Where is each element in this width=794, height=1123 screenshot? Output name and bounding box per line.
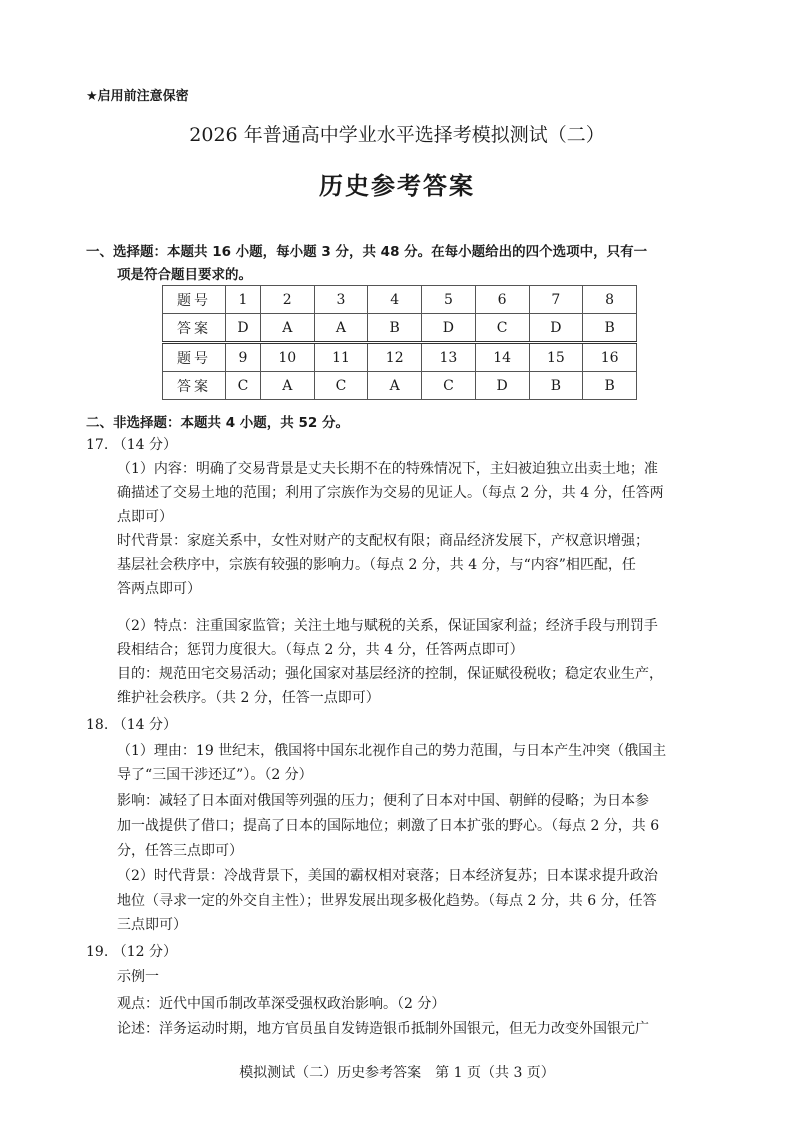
question-number: 3 xyxy=(314,286,368,314)
q19-line: 观点：近代中国币制改革深受强权政治影响。（2 分） xyxy=(117,996,446,1012)
page-footer: 模拟测试（二）历史参考答案 第 1 页（共 3 页） xyxy=(239,1065,555,1081)
answer-cell: D xyxy=(475,372,529,400)
q17-line: 段相结合；惩罚力度很大。（每点 2 分，共 4 分，任答两点即可） xyxy=(117,642,524,658)
answer-cell: C xyxy=(422,372,476,400)
answer-table xyxy=(162,285,637,400)
answer-cell: C xyxy=(314,372,368,400)
answer-cell: D xyxy=(529,314,583,343)
question-number: 7 xyxy=(529,286,583,314)
answer-cell: B xyxy=(583,372,637,400)
question-number: 15 xyxy=(529,343,583,372)
row-label-question: 题号 xyxy=(163,286,226,314)
q18-line: （1）理由：19 世纪末，俄国将中国东北视作自己的势力范围，与日本产生冲突（俄国主 xyxy=(117,743,667,759)
section2-heading: 二、非选择题：本题共 4 小题，共 52 分。 xyxy=(86,415,349,431)
question-number: 11 xyxy=(314,343,368,372)
q19-label: 19. （12 分） xyxy=(86,944,177,960)
answer-cell: D xyxy=(226,314,261,343)
question-number: 2 xyxy=(260,286,314,314)
question-number: 1 xyxy=(226,286,261,314)
answer-cell: C xyxy=(226,372,261,400)
answer-cell: A xyxy=(314,314,368,343)
q17-line: 维护社会秩序。（共 2 分，任答一点即可） xyxy=(117,690,380,706)
question-number: 5 xyxy=(422,286,476,314)
q17-line: 目的：规范田宅交易活动；强化国家对基层经济的控制，保证赋役税收；稳定农业生产， xyxy=(117,666,663,682)
question-number: 10 xyxy=(260,343,314,372)
q19-line: 论述：洋务运动时期，地方官员虽自发铸造银币抵制外国银元，但无力改变外国银元广 xyxy=(117,1021,649,1037)
q18-line: 地位（寻求一定的外交自主性）；世界发展出现多极化趋势。（每点 2 分，共 6 分，任答 xyxy=(117,893,657,909)
answer-cell: B xyxy=(529,372,583,400)
table-row-answers-1 xyxy=(163,314,637,343)
document-subtitle: 历史参考答案 xyxy=(319,172,475,200)
row-label-question: 题号 xyxy=(163,343,226,372)
table-row-questions-1 xyxy=(163,286,637,314)
question-number: 9 xyxy=(226,343,261,372)
q18-line: 导了“三国干涉还辽”）。（2 分） xyxy=(117,767,313,783)
q19-line: 示例一 xyxy=(117,969,159,985)
q17-line: 点即可） xyxy=(117,509,173,525)
confidential-notice: ★启用前注意保密 xyxy=(86,89,189,104)
q17-label: 17. （14 分） xyxy=(86,437,177,453)
question-number: 6 xyxy=(475,286,529,314)
q18-label: 18. （14 分） xyxy=(86,717,177,733)
answer-cell: A xyxy=(260,372,314,400)
q18-line: （2）时代背景：冷战背景下，美国的霸权相对衰落；日本经济复苏；日本谋求提升政治 xyxy=(117,868,658,884)
answer-cell: A xyxy=(368,372,422,400)
table-row-answers-2 xyxy=(163,372,637,400)
q18-line: 加一战提供了借口；提高了日本的国际地位；刺激了日本扩张的野心。（每点 2 分，共 6 xyxy=(117,818,660,834)
section1-heading-line1: 一、选择题：本题共 16 小题，每小题 3 分，共 48 分。在每小题给出的四个选项中，只有一 xyxy=(86,244,648,260)
q17-line: 基层社会秩序中，宗族有较强的影响力。（每点 2 分，共 4 分，与“内容”相匹配，任 xyxy=(117,557,636,573)
question-number: 8 xyxy=(583,286,637,314)
question-number: 4 xyxy=(368,286,422,314)
question-number: 14 xyxy=(475,343,529,372)
q18-line: 影响：减轻了日本面对俄国等列强的压力；便利了日本对中国、朝鲜的侵略；为日本参 xyxy=(117,793,649,809)
question-number: 16 xyxy=(583,343,637,372)
answer-cell: A xyxy=(260,314,314,343)
answer-cell: B xyxy=(368,314,422,343)
question-number: 13 xyxy=(422,343,476,372)
answer-cell: D xyxy=(422,314,476,343)
q18-line: 三点即可） xyxy=(117,917,187,933)
q18-line: 分，任答三点即可） xyxy=(117,843,243,859)
q17-line: 答两点即可） xyxy=(117,581,201,597)
q17-line: 时代背景：家庭关系中，女性对财产的支配权有限；商品经济发展下，产权意识增强； xyxy=(117,533,649,549)
row-label-answer: 答案 xyxy=(163,372,226,400)
q17-line: 确描述了交易土地的范围；利用了宗族作为交易的见证人。（每点 2 分，共 4 分，任答两 xyxy=(117,485,664,501)
table-row-questions-2 xyxy=(163,343,637,372)
answer-cell: C xyxy=(475,314,529,343)
answer-cell: B xyxy=(583,314,637,343)
section1-heading-line2: 项是符合题目要求的。 xyxy=(117,267,252,283)
row-label-answer: 答案 xyxy=(163,314,226,343)
q17-line: （2）特点：注重国家监管；关注土地与赋税的关系，保证国家利益；经济手段与刑罚手 xyxy=(117,618,658,634)
exam-title: 2026 年普通高中学业水平选择考模拟测试（二） xyxy=(189,124,605,146)
q17-line: （1）内容：明确了交易背景是丈夫长期不在的特殊情况下，主妇被迫独立出卖土地；准 xyxy=(117,461,658,477)
question-number: 12 xyxy=(368,343,422,372)
